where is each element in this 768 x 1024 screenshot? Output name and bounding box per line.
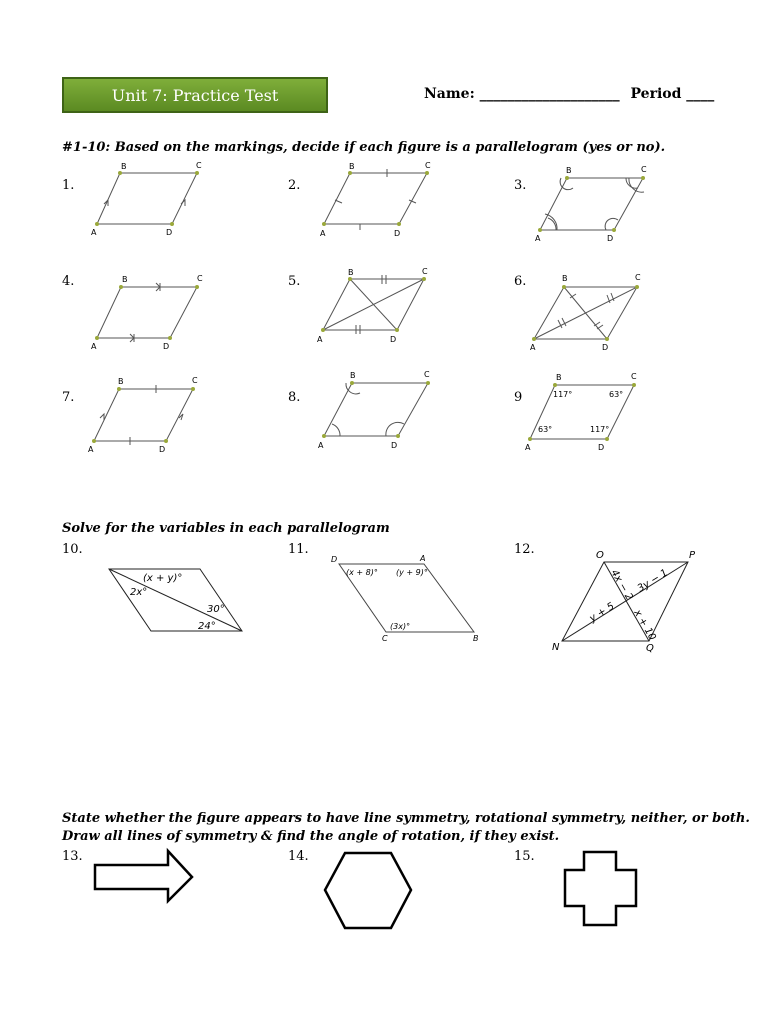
question-number-9: 9 <box>514 390 523 405</box>
fig11-angle-d: (x + 8)° <box>346 568 378 577</box>
period-blank: ____ <box>686 86 715 102</box>
name-label: Name: <box>424 86 475 102</box>
question-number-5: 5. <box>288 274 301 289</box>
fig9-label-b: B <box>556 373 562 382</box>
fig3-label-d: D <box>607 234 614 243</box>
fig10-angle-left: 2x° <box>130 587 148 598</box>
question-number-8: 8. <box>288 390 301 405</box>
question-number-2: 2. <box>288 178 301 193</box>
fig10-angle-bottom: 24° <box>198 621 216 632</box>
figure-10-labels <box>130 573 225 632</box>
fig7-label-c: C <box>192 376 198 385</box>
fig11-vertex-a: A <box>420 554 426 563</box>
fig5-label-d: D <box>390 335 397 344</box>
question-number-7: 7. <box>62 390 75 405</box>
period-label: Period <box>630 86 682 102</box>
fig6-label-d: D <box>602 343 609 352</box>
fig12-seg-4: x + 10 <box>631 608 658 643</box>
fig7-label-a: A <box>88 445 94 454</box>
fig9-angle-c: 63° <box>609 390 624 399</box>
fig6-label-c: C <box>635 273 641 282</box>
name-blank: ____________________ <box>479 86 620 102</box>
fig12-seg-2: 3y − 1 <box>635 567 670 595</box>
figure-5-parallelogram <box>323 275 424 334</box>
figure-1-parallelogram <box>97 173 197 224</box>
fig6-label-b: B <box>562 274 568 283</box>
question-number-14: 14. <box>288 849 309 864</box>
fig11-vertex-d: D <box>331 555 338 564</box>
figure-2-parallelogram <box>324 169 427 230</box>
fig12-vertex-o: O <box>596 550 604 561</box>
section3-instruction-line2: Draw all lines of symmetry & find the angle of rotation, if they exist. <box>62 829 560 844</box>
fig11-angle-c: (3x)° <box>390 622 411 631</box>
fig1-label-d: D <box>166 228 173 237</box>
figure-6-parallelogram <box>534 287 637 339</box>
fig9-label-c: C <box>631 372 637 381</box>
fig9-angle-b: 117° <box>553 390 573 399</box>
section3-instruction-line1: State whether the figure appears to have line symmetry, rotational symmetry, neither, or both. <box>62 811 750 826</box>
fig11-vertex-b: B <box>473 634 479 643</box>
fig11-vertex-c: C <box>382 634 388 643</box>
fig8-label-c: C <box>424 370 430 379</box>
fig10-angle-right: 30° <box>207 604 225 615</box>
fig2-label-d: D <box>394 229 401 238</box>
question-number-11: 11. <box>288 542 309 557</box>
question-number-6: 6. <box>514 274 527 289</box>
fig12-vertex-n: N <box>552 642 560 653</box>
page-title: Unit 7: Practice Test <box>111 85 279 105</box>
question-number-3: 3. <box>514 178 527 193</box>
question-number-13: 13. <box>62 849 83 864</box>
fig9-angle-a: 63° <box>538 425 553 434</box>
fig3-label-c: C <box>641 165 647 174</box>
fig9-angle-d: 117° <box>590 425 610 434</box>
fig9-label-d: D <box>598 443 605 452</box>
fig2-label-c: C <box>425 161 431 170</box>
fig2-label-a: A <box>320 229 326 238</box>
fig12-vertex-q: Q <box>646 643 654 654</box>
figure-8-parallelogram <box>324 383 428 436</box>
figure-4-parallelogram <box>97 283 197 342</box>
fig8-label-b: B <box>350 371 356 380</box>
figure-11-labels <box>331 554 479 643</box>
figure-14-hexagon <box>325 853 411 928</box>
fig1-label-c: C <box>196 161 202 170</box>
figure-15-cross <box>565 852 636 925</box>
fig6-label-a: A <box>530 343 536 352</box>
section2-instruction: Solve for the variables in each parallelogram <box>62 521 390 536</box>
figure-13-arrow <box>95 851 192 901</box>
fig12-seg-3: y + 5 <box>587 600 617 625</box>
fig11-angle-a: (y + 9)° <box>396 568 428 577</box>
figure-3-parallelogram <box>540 178 644 230</box>
fig4-label-a: A <box>91 342 97 351</box>
fig5-label-b: B <box>348 268 354 277</box>
question-number-15: 15. <box>514 849 535 864</box>
question-number-12: 12. <box>514 542 535 557</box>
fig7-label-d: D <box>159 445 166 454</box>
fig4-label-c: C <box>197 274 203 283</box>
fig1-label-b: B <box>121 162 127 171</box>
fig2-label-b: B <box>349 162 355 171</box>
fig10-angle-top: (x + y)° <box>143 573 183 584</box>
fig9-label-a: A <box>525 443 531 452</box>
fig5-label-c: C <box>422 267 428 276</box>
fig8-label-d: D <box>391 441 398 450</box>
fig8-label-a: A <box>318 441 324 450</box>
question-number-4: 4. <box>62 274 75 289</box>
fig3-label-a: A <box>535 234 541 243</box>
fig12-vertex-p: P <box>689 550 696 561</box>
question-number-10: 10. <box>62 542 83 557</box>
fig1-label-a: A <box>91 228 97 237</box>
figure-7-parallelogram <box>94 385 193 445</box>
fig3-label-b: B <box>566 166 572 175</box>
fig5-label-a: A <box>317 335 323 344</box>
fig7-label-b: B <box>118 377 124 386</box>
fig4-label-d: D <box>163 342 170 351</box>
fig4-label-b: B <box>122 275 128 284</box>
fig12-seg-1: 4x − 2 <box>608 568 635 603</box>
question-number-1: 1. <box>62 178 75 193</box>
section1-instruction: #1-10: Based on the markings, decide if each figure is a parallelogram (yes or no). <box>62 140 666 155</box>
